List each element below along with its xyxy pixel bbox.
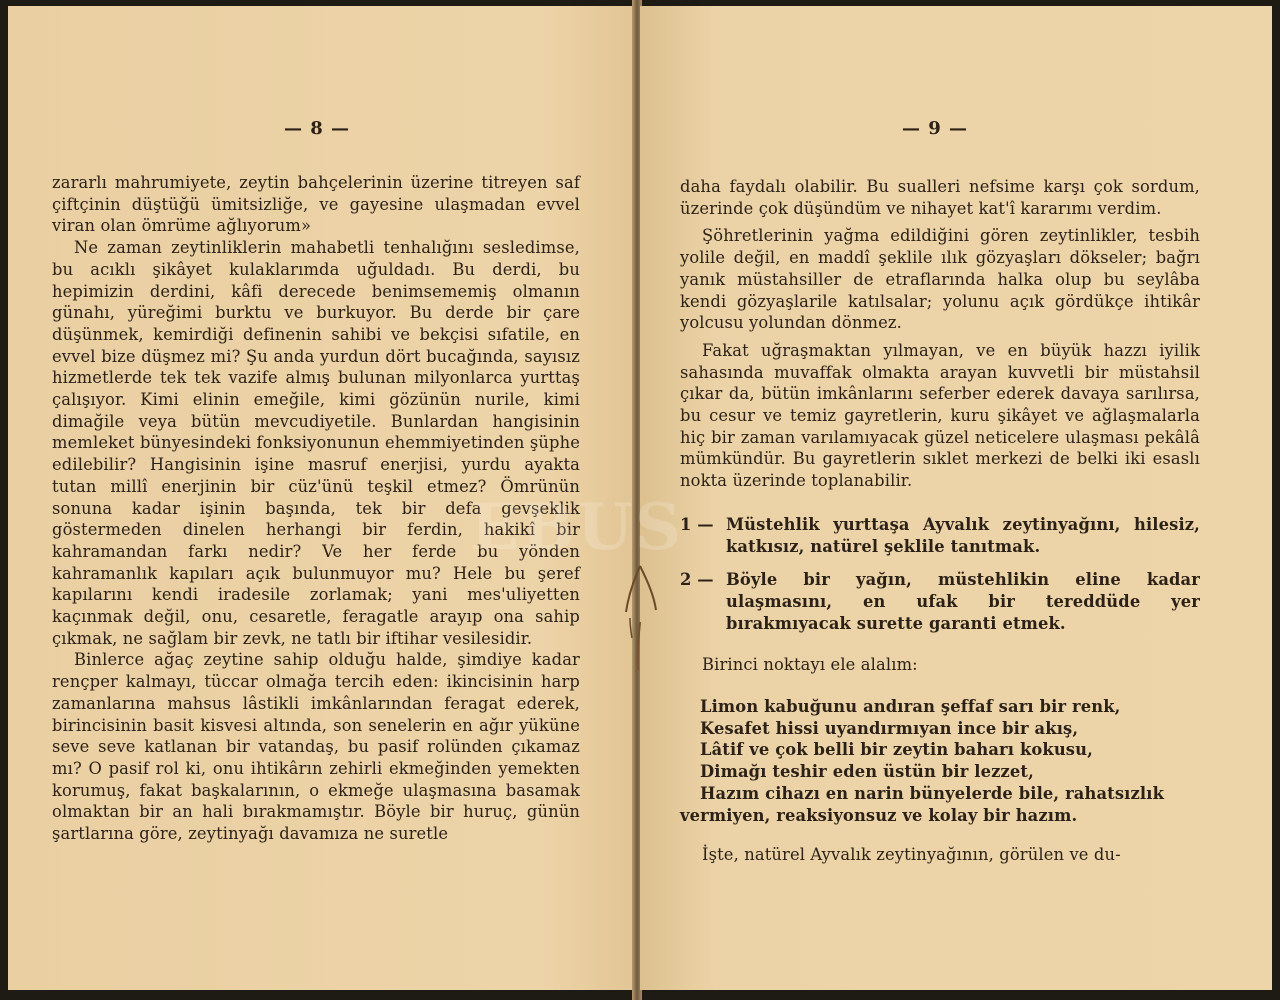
page-number: — 9 —	[902, 118, 969, 139]
quote-line: Kesafet hissi uyandırmıyan ince bir akış,	[700, 718, 1079, 738]
page-number: — 8 —	[284, 118, 351, 139]
right-page	[640, 6, 1272, 990]
pencil-mark-icon	[618, 560, 664, 680]
item-text: Böyle bir yağın, müstehlikin eline kadar ulaşmasını, en ufak bir tereddüde yer bırakmıyacak surette garanti etmek.	[726, 570, 1200, 633]
paragraph: Şöhretlerinin yağma edildiğini gören zeytinlikler, tesbih yolile değil, en maddî şeklile ılık gözyaşları dökseler; bağrı yanık müstahsiller de etraflarında halka olup bu seylâba kendi gözyaşlarile katılsalar; yolunu açık gördükçe ihtikâr yolcusu yolundan dönmez.	[680, 226, 1200, 333]
watermark: EBUS	[470, 490, 683, 565]
item-number: 1 —	[680, 514, 714, 534]
closing-line: İşte, natürel Ayvalık zeytinyağının, görülen ve du-	[702, 845, 1121, 865]
numbered-item	[680, 569, 1200, 634]
paragraph: Binlerce ağaç zeytine sahip olduğu halde, şimdiye kadar rençper kalmayı, tüccar olmağa tercih eden: ikincisinin harp zamanlarına mahsus lâstikli imkânlarından feragat ederek, birincisinin basit kisvesi altında, son senelerin en ağır yüküne seve seve katlanan bir vatandaş, bu pasif rolünden çıkamaz mı? O pasif rol ki, onu ihtikârın zehirli ekmeğinden yemekten korumuş, fakat başkalarının, o ekmeğe ulaşmasına basamak olmaktan bir an hali bırakmamıştır. Böyle bir huruç, günün şartlarına göre, zeytinyağı davamıza ne suretle	[52, 650, 580, 844]
quote-line: Lâtif ve çok belli bir zeytin baharı kokusu,	[700, 740, 1093, 760]
numbered-item	[680, 514, 1200, 557]
section-intro: Birinci noktayı ele alalım:	[702, 655, 918, 675]
paragraph: Fakat uğraşmaktan yılmayan, ve en büyük hazzı iyilik sahasında muvaffak olmakta arayan kuvvetli bir müstahsil çıkar da, bütün imkânlarını seferber ederek davaya sarılırsa, bu cesur ve temiz gayretlerin, kuru şikâyet ve ağlaşmalarla hiç bir zaman varılamıyacak güzel neticelere ulaşması pekâlâ mümkündür. Bu gayretlerin sıklet merkezi de belki iki esaslı nokta üzerinde toplanabilir.	[680, 340, 1200, 491]
text-column	[680, 176, 1200, 866]
quote-line: Limon kabuğunu andıran şeffaf sarı bir renk,	[700, 697, 1121, 717]
item-number: 2 —	[680, 570, 714, 590]
quote-line: Dimağı teshir eden üstün bir lezzet,	[700, 762, 1034, 782]
paragraph: Ne zaman zeytinliklerin mahabetli tenhalığını sesledimse, bu acıklı şikâyet kulaklarımda uğuldadı. Bu derdi, bu hepimizin derdini, kâfi derecede benimsememiş olmanın günahı, yüreğimi burktu ve burkuyor. Bu derde bir çare düşünmek, kemirdiği definenin sahibi ve bekçisi sıfatile, en evvel bize düşmez mi? Şu anda yurdun dört bucağında, sayısız hizmetlerde tek tek vazife almış bulunan milyonlarca yurttaş çalışıyor. Kimi elinin emeğile, kimi gözünün nurile, kimi dimağile veya bütün mevcudiyetile. Bunlardan hangisinin memleket bünyesindeki fonksiyonunun ehemmiyetinden şüphe edilebilir? Hangisinin işine masruf enerjisi, yurdu ayakta tutan millî enerjinin bir cüz'ünü teşkil etmez? Ömrünün sonuna kadar işinin başında, tek bir defa gevşeklik göstermeden dinelen herhangi bir ferdin, hakikî bir kahramandan farkı nedir? Ve her ferde bu yönden kahramanlık kapıları açık bulunmuyor mu? Hele bu şeref kapılarını kendi iradesile zorlamak; yani mes'uliyetten kaçınmak değil, onu, cesaretle, feragatle arayıp ona sahip çıkmak, ne sağlam bir zevk, ne tatlı bir iftihar vesilesidir.	[52, 238, 580, 648]
quote-line: Hazım cihazı en narin bünyelerde bile, rahatsızlık	[700, 783, 1165, 803]
quote-line: vermiyen, reaksiyonsuz ve kolay bir hazım.	[680, 805, 1078, 825]
paragraph: zararlı mahrumiyete, zeytin bahçelerinin üzerine titreyen saf çiftçinin düştüğü ümitsizliğe, ve gayesine ulaşmadan evvel viran olan ömrüme ağlıyorum»	[52, 173, 580, 236]
paragraph: daha faydalı olabilir. Bu sualleri nefsime karşı çok sordum, üzerinde çok düşündüm ve nihayet kat'î kararımı verdim.	[680, 177, 1200, 218]
item-text: Müstehlik yurttaşa Ayvalık zeytinyağını, hilesiz, katkısız, natürel şeklile tanıtmak.	[726, 514, 1200, 556]
